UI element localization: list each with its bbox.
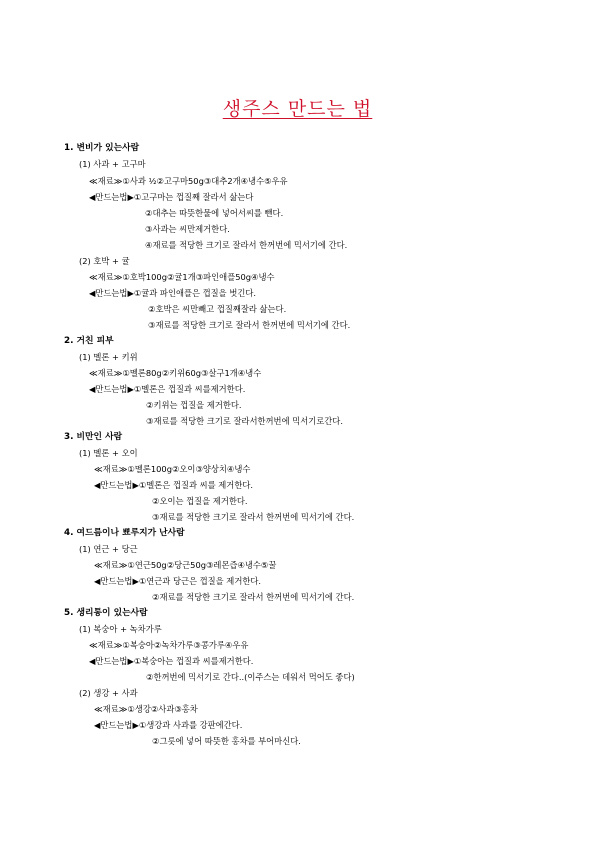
section-heading: 2. 거친 피부: [64, 336, 114, 346]
page-title: 생주스 만드는 법: [222, 98, 373, 120]
recipe-step: ②대추는 따뜻한물에 넣어서씨를 뺀다.: [145, 208, 284, 218]
recipe-step: ④재료를 적당한 크기로 잘라서 한꺼번에 믹서기에 간다.: [145, 240, 348, 250]
recipe-step: ②그릇에 넣어 따뜻한 홍차를 부어마신다.: [152, 736, 301, 746]
recipe-step: ②한꺼번에 믹서기로 간다..(이주스는 데워서 먹어도 좋다): [146, 672, 355, 682]
recipe-name: (1) 복숭아 + 녹차가루: [79, 624, 162, 634]
section-heading: 3. 비만인 사람: [64, 432, 123, 442]
recipe-step: ◀만드는법▶①복숭아는 껍질과 씨를제거한다.: [89, 656, 254, 666]
recipe-step: ②재료를 적당한 크기로 잘라서 한꺼번에 믹서기에 간다.: [152, 592, 355, 602]
recipe-step: ◀만드는법▶①멜론은 껍질과 씨를 제거한다.: [94, 480, 253, 490]
recipe-name: (1) 멜론 + 키위: [79, 352, 138, 362]
section-heading: 4. 여드름이나 뾰루지가 난사람: [64, 528, 185, 538]
recipe-step: ③재료를 적당한 크기로 잘라서한꺼번에 믹서기로간다.: [146, 416, 343, 426]
recipe-step: ◀만드는법▶①고구마는 껍질째 잘라서 삶는다: [89, 192, 254, 202]
recipe-ingredients: ≪재료≫①호박100g②귤1개③파인애플50g④냉수: [89, 272, 275, 282]
recipe-name: (2) 생강 + 사과: [79, 688, 138, 698]
section-heading: 1. 변비가 있는사람: [64, 143, 140, 153]
recipe-step: ②오이는 껍질을 제거한다.: [152, 496, 248, 506]
recipe-step: ◀만드는법▶①귤과 파인애플은 껍질을 벗긴다.: [89, 288, 257, 298]
recipe-ingredients: ≪재료≫①복숭아②녹차가루③콩가루④우유: [89, 640, 249, 650]
recipe-ingredients: ≪재료≫①멜론80g②키위60g③살구1개④냉수: [89, 368, 262, 378]
recipe-name: (2) 호박 + 귤: [79, 256, 130, 266]
recipe-step: ③사과는 씨만제거한다.: [145, 224, 230, 234]
recipe-ingredients: ≪재료≫①연근50g②당근50g③레몬즙④냉수⑤꿀: [94, 560, 277, 570]
recipe-ingredients: ≪재료≫①사과 ½②고구마50g③대추2개④냉수⑤우유: [89, 176, 288, 186]
recipe-name: (1) 사과 + 고구마: [79, 159, 146, 169]
recipe-step: ③재료를 적당한 크기로 잘라서 한꺼번에 믹서기에 간다.: [152, 512, 355, 522]
recipe-step: ◀만드는법▶①멜론은 껍질과 씨를제거한다.: [89, 384, 246, 394]
recipe-step: ③재료를 적당한 크기로 잘라서 한꺼번에 믹서기에 간다.: [148, 320, 351, 330]
recipe-name: (1) 연근 + 당근: [79, 544, 138, 554]
recipe-ingredients: ≪재료≫①멜론100g②오이③양상치④냉수: [94, 464, 251, 474]
recipe-step: ②호박은 씨만빼고 껍질째잘라 삶는다.: [148, 304, 287, 314]
recipe-step: ②키위는 껍질을 제거한다.: [146, 400, 242, 410]
recipe-ingredients: ≪재료≫①생강②사과③홍차: [94, 704, 198, 714]
recipe-step: ◀만드는법▶①생강과 사과를 강판에간다.: [94, 720, 243, 730]
section-heading: 5. 생리통이 있는사람: [64, 608, 148, 618]
recipe-step: ◀만드는법▶①연근과 당근은 껍질을 제거한다.: [94, 576, 262, 586]
recipe-name: (1) 멜론 + 오이: [79, 448, 138, 458]
